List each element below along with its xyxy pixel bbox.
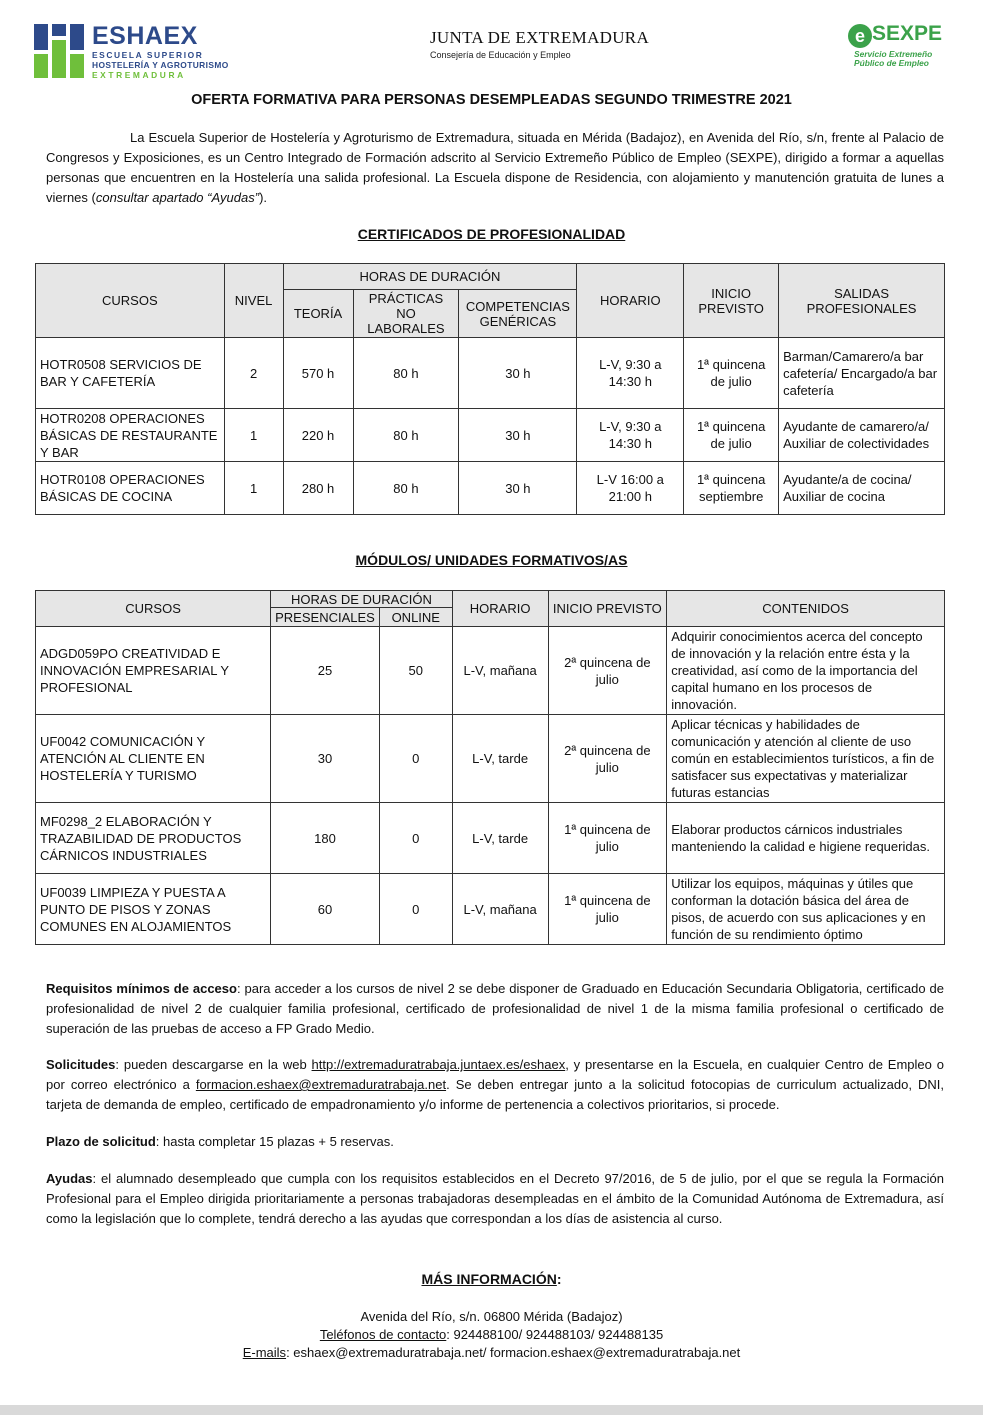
cell-contenidos: Utilizar los equipos, máquinas y útiles que conforman la dotación básica del área de pisos, de acuerdo con sus aplicaciones y en función de su rendimiento óptimo <box>667 874 945 945</box>
ayudas-text: : el alumnado desempleado que cumpla con los requisitos establecidos en el Decreto 97/2016, de 5 de julio, por el que se regula la Formación Profesional para el Empleo dirigida prioritariamente a personas trabajadoras desempleadas en el ámbito de la Comunidad Autónoma de Extremadura, así como la legislación que lo complete, tendrá derecho a las ayudas que correspondan a los días de asistencia al curso. <box>46 1171 944 1226</box>
cell-salidas: Ayudante de camarero/a/ Auxiliar de colectividades <box>779 409 945 462</box>
cell-inicio: 1ª quincena septiembre <box>684 462 779 515</box>
cell-nivel: 2 <box>224 338 283 409</box>
cell-inicio: 2ª quincena de julio <box>548 715 667 803</box>
col-horario: HORARIO <box>452 591 548 627</box>
cell-inicio: 1ª quincena de julio <box>684 338 779 409</box>
cell-practicas: 80 h <box>353 409 459 462</box>
certificados-title: CERTIFICADOS DE PROFESIONALIDAD <box>357 226 626 242</box>
table-row <box>36 874 945 945</box>
emails-label: E-mails <box>242 1345 287 1360</box>
cell-nivel: 1 <box>224 409 283 462</box>
eshaex-mark-icon <box>34 24 84 78</box>
intro-text: La Escuela Superior de Hostelería y Agroturismo de Extremadura, situada en Mérida (Badajoz), en Avenida del Río, s/n, frente al Palacio de Congresos y Exposiciones, es un Centro Integrado de Formación adscrito al Servicio Extremeño Público de Empleo (SEXPE), dirigido a formar a aquellas personas que encuentren en la Hostelería una salida profesional. La Escuela dispone de Residencia, con alojamiento y manutención gratuita de lunes a viernes ( <box>46 130 944 205</box>
cell-inicio: 1ª quincena de julio <box>548 874 667 945</box>
cell-inicio: 1ª quincena de julio <box>548 803 667 874</box>
cell-salidas: Barman/Camarero/a bar cafetería/ Encargado/a bar cafetería <box>779 338 945 409</box>
solicitudes-text-3: . Se deben entregar junto a la solicitud fotocopias de curriculum actualizado, DNI, tarjeta de demanda de empleo, certificado de empadronamiento y/o informe de pertenencia a colectivos prioritarios, si procede. <box>46 1077 945 1112</box>
solicitudes-text-2: , y presentarse en la Escuela, en cualquier Centro de Empleo o por correo electrónico a <box>46 1057 944 1092</box>
phones-text: : 924488100/ 924488103/ 924488135 <box>446 1327 664 1342</box>
col-competencias: COMPETENCIAS GENÉRICAS <box>459 290 577 338</box>
cell-curso: HOTR0108 OPERACIONES BÁSICAS DE COCINA <box>36 462 225 515</box>
cell-competencias: 30 h <box>459 338 577 409</box>
solicitudes-label: Solicitudes <box>46 1057 116 1072</box>
eshaex-logo <box>34 22 244 82</box>
col-nivel: NIVEL <box>224 264 283 338</box>
cell-online: 0 <box>379 715 452 803</box>
cell-presenciales: 60 <box>271 874 380 945</box>
intro-paragraph <box>46 128 944 208</box>
requisitos-paragraph <box>46 979 944 1039</box>
cell-practicas: 80 h <box>353 462 459 515</box>
col-horas: HORAS DE DURACIÓN <box>271 591 453 608</box>
page-title: OFERTA FORMATIVA PARA PERSONAS DESEMPLEADAS SEGUNDO TRIMESTRE 2021 <box>191 92 792 108</box>
junta-header <box>430 28 649 60</box>
phones-line <box>0 1327 983 1342</box>
junta-subtitle: Consejería de Educación y Empleo <box>430 50 571 60</box>
cell-curso: ADGD059PO CREATIVIDAD E INNOVACIÓN EMPRESARIAL Y PROFESIONAL <box>36 627 271 715</box>
col-inicio: INICIO PREVISTO <box>548 591 667 627</box>
certificados-table <box>35 263 945 515</box>
table-row <box>36 627 945 715</box>
cell-horario: L-V 16:00 a 21:00 h <box>577 462 684 515</box>
eshaex-sub-1: ESCUELA SUPERIOR <box>92 50 204 60</box>
eshaex-sub-2: HOSTELERÍA Y AGROTURISMO <box>92 60 229 70</box>
table-row <box>36 715 945 803</box>
sexpe-e-icon: e <box>848 24 872 48</box>
cell-curso: MF0298_2 ELABORACIÓN Y TRAZABILIDAD DE PRODUCTOS CÁRNICOS INDUSTRIALES <box>36 803 271 874</box>
cell-curso: HOTR0208 OPERACIONES BÁSICAS DE RESTAURANTE Y BAR <box>36 409 225 462</box>
sexpe-name: SEXPE <box>872 22 943 45</box>
intro-note: consultar apartado “Ayudas” <box>95 190 260 205</box>
col-inicio: INICIO PREVISTO <box>684 264 779 338</box>
cell-online: 50 <box>379 627 452 715</box>
cell-contenidos: Aplicar técnicas y habilidades de comunicación y atención al cliente de uso común en establecimientos turísticos, a fin de satisfacer sus expectativas y materializar futuras estancias <box>667 715 945 803</box>
cell-horario: L-V, mañana <box>452 627 548 715</box>
cell-inicio: 2ª quincena de julio <box>548 627 667 715</box>
table-row <box>36 462 945 515</box>
ayudas-label: Ayudas <box>46 1171 93 1186</box>
intro-end: ). <box>259 190 268 205</box>
col-horas: HORAS DE DURACIÓN <box>283 264 577 290</box>
col-contenidos: CONTENIDOS <box>667 591 945 627</box>
cell-curso: UF0039 LIMPIEZA Y PUESTA A PUNTO DE PISOS Y ZONAS COMUNES EN ALOJAMIENTOS <box>36 874 271 945</box>
cell-nivel: 1 <box>224 462 283 515</box>
table-row <box>36 409 945 462</box>
col-presenciales: PRESENCIALES <box>271 608 380 627</box>
cell-teoria: 570 h <box>283 338 353 409</box>
cell-presenciales: 30 <box>271 715 380 803</box>
page-bottom-edge <box>0 1405 983 1415</box>
cell-horario: L-V, mañana <box>452 874 548 945</box>
mas-informacion-title <box>0 1271 983 1287</box>
cell-practicas: 80 h <box>353 338 459 409</box>
cell-online: 0 <box>379 803 452 874</box>
address-line: Avenida del Río, s/n. 06800 Mérida (Badajoz) <box>360 1309 623 1324</box>
cell-curso: UF0042 COMUNICACIÓN Y ATENCIÓN AL CLIENTE EN HOSTELERÍA Y TURISMO <box>36 715 271 803</box>
col-cursos: CURSOS <box>36 591 271 627</box>
cell-presenciales: 25 <box>271 627 380 715</box>
cell-teoria: 280 h <box>283 462 353 515</box>
solicitudes-web-link[interactable]: http://extremaduratrabaja.juntaex.es/eshaex <box>311 1057 566 1072</box>
solicitudes-text-1: : pueden descargarse en la web <box>115 1057 312 1072</box>
emails-line <box>0 1345 983 1360</box>
plazo-paragraph <box>46 1132 944 1152</box>
modulos-table <box>35 590 945 945</box>
cell-horario: L-V, 9:30 a 14:30 h <box>577 409 684 462</box>
col-teoria: TEORÍA <box>283 290 353 338</box>
cell-curso: HOTR0508 SERVICIOS DE BAR Y CAFETERÍA <box>36 338 225 409</box>
eshaex-sub-3: EXTREMADURA <box>92 70 186 80</box>
mas-informacion-label: MÁS INFORMACIÓN <box>421 1271 557 1287</box>
cell-horario: L-V, tarde <box>452 715 548 803</box>
requisitos-label: Requisitos mínimos de acceso <box>46 981 237 996</box>
modulos-title: MÓDULOS/ UNIDADES FORMATIVOS/AS <box>355 552 628 568</box>
junta-title: JUNTA DE EXTREMADURA <box>430 28 650 47</box>
cell-competencias: 30 h <box>459 462 577 515</box>
mas-informacion-colon: : <box>556 1271 562 1287</box>
col-practicas: PRÁCTICAS NO LABORALES <box>353 290 459 338</box>
cell-presenciales: 180 <box>271 803 380 874</box>
eshaex-name: ESHAEX <box>92 22 198 50</box>
requisitos-text: : para acceder a los cursos de nivel 2 se debe disponer de Graduado en Educación Secundaria Obligatoria, certificado de profesionalidad de nivel 2 de cualquier familia profesional, certificado de profesionalidad de nivel 1 de la misma familia profesional o certificado de superación de las pruebas de acceso a FP Grado Medio. <box>46 981 944 1036</box>
solicitudes-email-link[interactable]: formacion.eshaex@extremaduratrabaja.net <box>195 1077 447 1092</box>
col-cursos: CURSOS <box>36 264 225 338</box>
col-online: ONLINE <box>379 608 452 627</box>
plazo-label: Plazo de solicitud <box>46 1134 156 1149</box>
cell-competencias: 30 h <box>459 409 577 462</box>
cell-contenidos: Elaborar productos cárnicos industriales manteniendo la calidad e higiene requeridas. <box>667 803 945 874</box>
cell-horario: L-V, 9:30 a 14:30 h <box>577 338 684 409</box>
col-salidas: SALIDAS PROFESIONALES <box>779 264 945 338</box>
phones-label: Teléfonos de contacto <box>319 1327 447 1342</box>
ayudas-paragraph <box>46 1169 944 1229</box>
cell-teoria: 220 h <box>283 409 353 462</box>
cell-horario: L-V, tarde <box>452 803 548 874</box>
sexpe-subtitle: Servicio Extremeño Público de Empleo <box>854 49 933 68</box>
emails-text: : eshaex@extremaduratrabaja.net/ formacion.eshaex@extremaduratrabaja.net <box>286 1345 741 1360</box>
table-row <box>36 338 945 409</box>
cell-contenidos: Adquirir conocimientos acerca del concepto de innovación y la relación entre ésta y la creatividad, así como de la importancia del capital humano en los procesos de innovación. <box>667 627 945 715</box>
plazo-text: : hasta completar 15 plazas + 5 reservas. <box>155 1134 394 1149</box>
sexpe-logo <box>848 22 948 72</box>
table-row <box>36 803 945 874</box>
cell-salidas: Ayudante/a de cocina/ Auxiliar de cocina <box>779 462 945 515</box>
col-horario: HORARIO <box>577 264 684 338</box>
solicitudes-paragraph <box>46 1055 944 1115</box>
cell-inicio: 1ª quincena de julio <box>684 409 779 462</box>
cell-online: 0 <box>379 874 452 945</box>
